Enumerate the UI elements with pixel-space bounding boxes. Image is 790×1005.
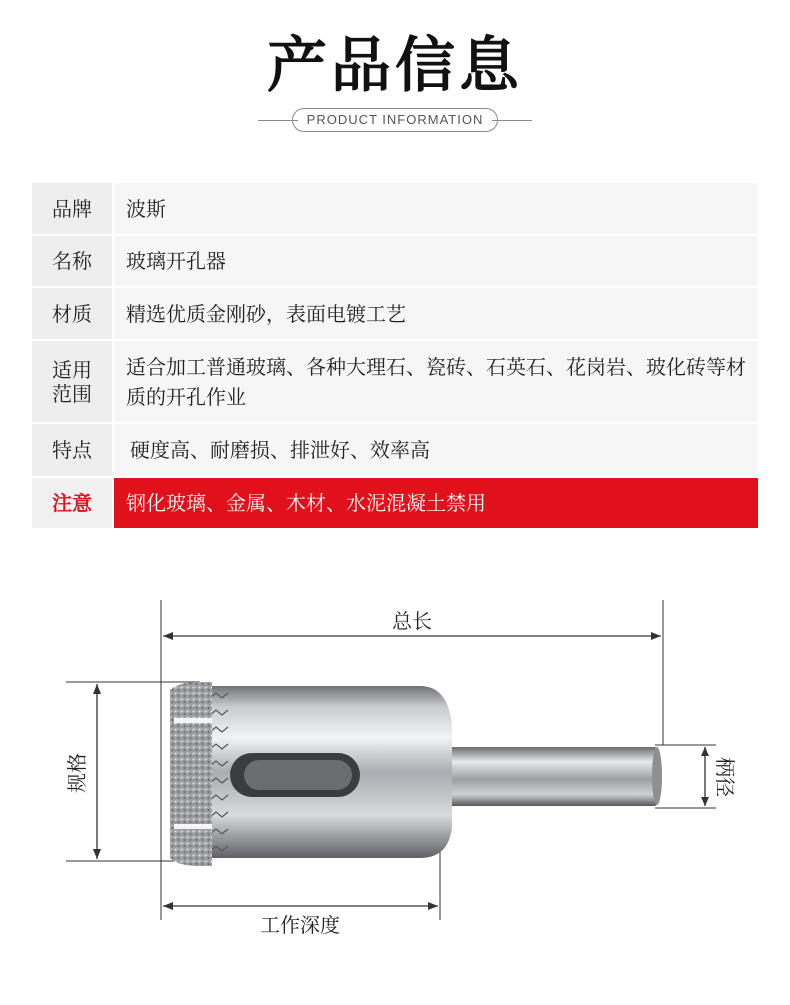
- spec-label: 材质: [32, 288, 112, 339]
- spec-row-brand: [32, 183, 758, 236]
- shank-diameter-label: 柄径: [713, 757, 737, 797]
- edge-slot: [174, 718, 212, 723]
- spec-row-features: [32, 424, 758, 478]
- spec-value: 精选优质金刚砂，表面电镀工艺: [114, 288, 758, 339]
- spec-value: 波斯: [114, 183, 758, 234]
- arrow-down-icon: [701, 797, 709, 806]
- arrow-up-icon: [701, 747, 709, 756]
- spec-label: 规格: [65, 753, 89, 793]
- spec-row-material: [32, 288, 758, 341]
- arrow-right-icon: [428, 902, 438, 910]
- working-depth-label: 工作深度: [260, 913, 340, 937]
- spec-label: 品牌: [32, 183, 112, 234]
- arrow-down-icon: [93, 849, 101, 859]
- spec-label: 特点: [32, 424, 112, 476]
- shank-end: [652, 747, 662, 805]
- spec-label: 名称: [32, 236, 112, 286]
- warning-value: 钢化玻璃、金属、木材、水泥混凝土禁用: [114, 478, 758, 528]
- spec-value: 玻璃开孔器: [114, 236, 758, 286]
- arrow-left-icon: [163, 632, 173, 640]
- spec-label-line2: 范围: [52, 381, 92, 406]
- divider-right: [492, 120, 532, 121]
- spec-row-scope: [32, 341, 758, 424]
- spec-row-warning: [32, 478, 758, 530]
- shank: [440, 747, 658, 806]
- arrow-up-icon: [93, 684, 101, 694]
- drill-bit-illustration: [170, 682, 662, 866]
- arrow-left-icon: [163, 902, 173, 910]
- arrow-right-icon: [651, 632, 661, 640]
- warning-label: 注意: [32, 478, 112, 528]
- subtitle-banner: [258, 108, 532, 132]
- spec-label-line1: 适用: [52, 357, 92, 382]
- spec-table: [32, 183, 758, 530]
- spec-row-name: [32, 236, 758, 288]
- diamond-cutting-edge: [170, 682, 212, 866]
- side-slot-inner: [244, 760, 352, 790]
- spec-value: 硬度高、耐磨损、排泄好、效率高: [114, 424, 758, 476]
- edge-slot: [174, 824, 212, 829]
- total-length-label: 总长: [392, 609, 432, 633]
- spec-label: [32, 341, 112, 422]
- subtitle: PRODUCT INFORMATION: [292, 108, 498, 132]
- page-title: 产品信息: [267, 31, 523, 101]
- product-dimension-diagram: [0, 590, 790, 1005]
- spec-value: 适合加工普通玻璃、各种大理石、瓷砖、石英石、花岗岩、玻化砖等材质的开孔作业: [114, 341, 758, 422]
